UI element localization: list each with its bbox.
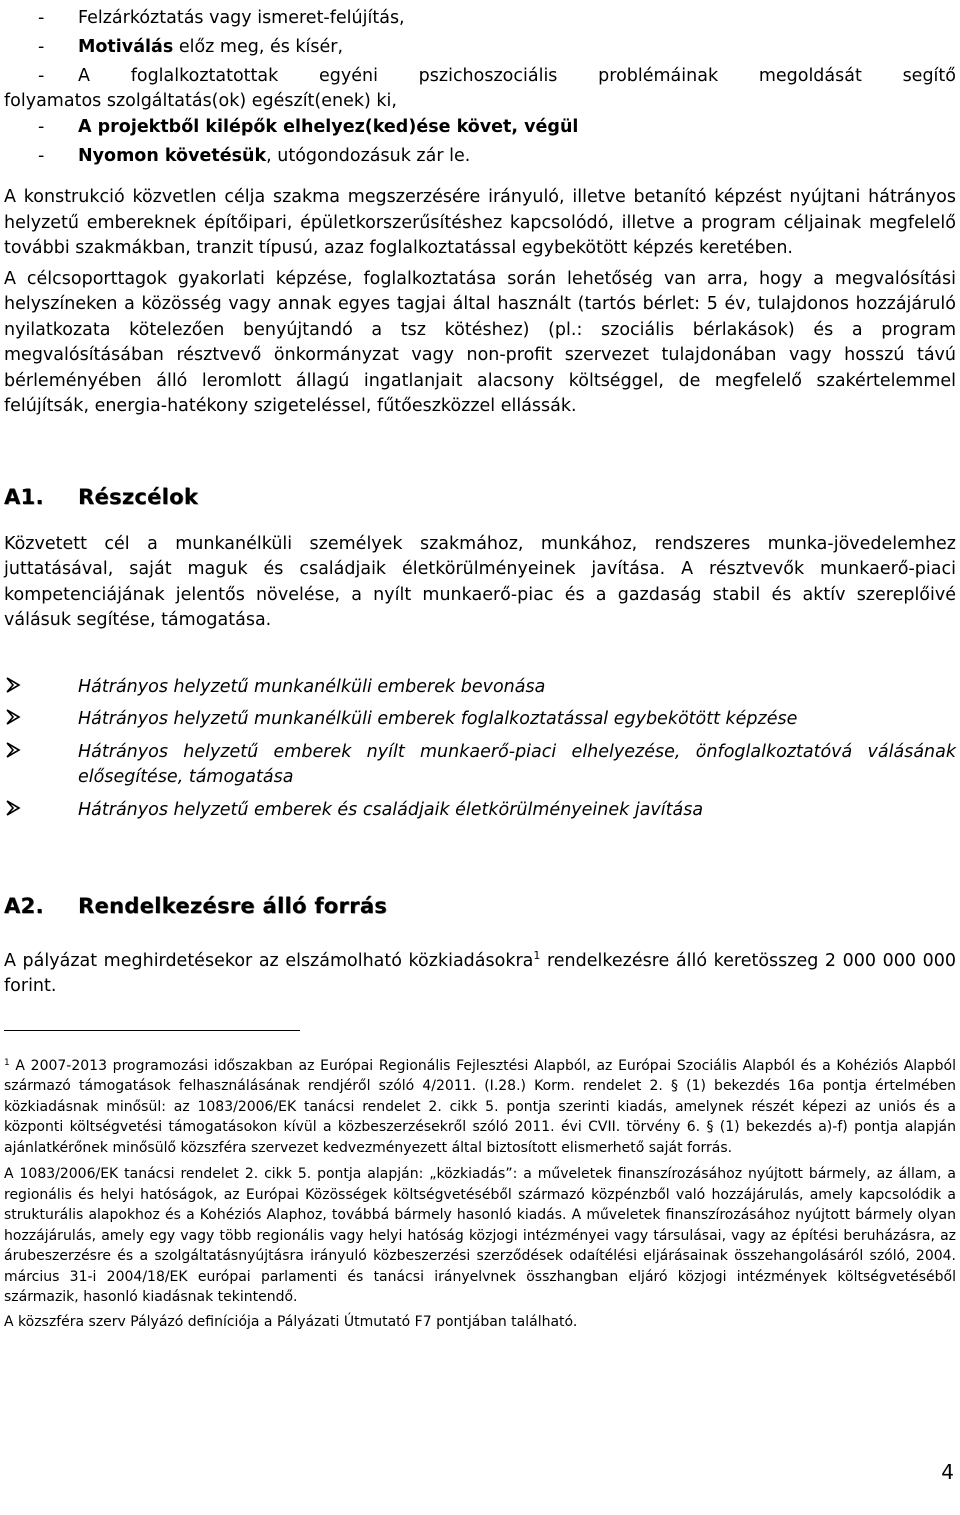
paragraph-objective: A konstrukció közvetlen célja szakma megszerzésére irányuló, illetve betanító képzést nyújtani hátrányos helyzetű embereknek építőipari, épületkorszerűsítéshez kapcsolódó, illetve a program céljainak megfelelő további szakmákban, tranzit típusú, azaz foglalkoztatással egybekötött képzés keretében.	[4, 187, 956, 258]
list-item: Hátrányos helyzetű emberek és családjaik életkörülményeinek javítása	[4, 798, 956, 824]
list-item: - Nyomon követésük, utógondozásuk zár le.	[38, 146, 471, 166]
document-page	[4, 0, 956, 1332]
section-heading-a1: A1. Részcélok	[4, 484, 199, 509]
paragraph-sub-objectives: Közvetett cél a munkanélküli személyek szakmához, munkához, rendszeres munka-jövedelemhez juttatásával, saját maguk és családjaik életkörülményeinek javítása. A résztvevők munkaerő-piaci kompetenciájának jelentős növelése, a nyílt munkaerő-piac és a gazdaság stabil és aktív szereplőivé válásuk segítése, támogatása.	[4, 533, 956, 630]
section-heading-a2: A2. Rendelkezésre álló forrás	[4, 894, 388, 918]
footnote-separator	[4, 1030, 300, 1031]
footnote-1-paragraph-2: A 1083/2006/EK tanácsi rendelet 2. cikk 5. pontja alapján: „közkiadás”: a műveletek finanszírozásához nyújtott bármely, az állam, a regionális és helyi hatóságok, az Európai Közösségek költségvetéséből származó közpénzből való hozzájárulás, amely kapcsolódik a strukturális alapokhoz és a Kohéziós Alaphoz, továbbá bármely hasonló kiadás. A műveletek finanszírozásához nyújtott bármely olyan hozzájárulás, amely egy vagy több regionális vagy helyi hatóság közjogi intézményei vagy társulásai, vagy az építési beruházásra, az árubeszerzésre és a szolgáltatásnyújtásra irányuló közbeszerzési szerződések odaítélési eljárásainak összehangolásáról szóló, 2004. március 31-i 2004/18/EK európai parlamenti és tanácsi irányelvnek összhangban eljáró közjogi intézmények költségvetéséből származik, hasonló kiadásnak tekintendő.	[4, 1166, 956, 1306]
arrow-bullet-icon	[4, 708, 24, 728]
footnote-1-paragraph: $^1$ A 2007-2013 programozási időszakban az Európai Regionális Fejlesztési Alapból, az Európai Szociális Alapból és a Kohéziós Alapból származó támogatások felhasználásának rendjéről szóló 4/2011. (I.28.) Korm. rendelet 2. § (1) bekezdés 16a pontja értelmében közkiadásnak minősül: az 1083/2006/EK tanácsi rendelet 2. cikk 5. pontja szerinti kiadás, amelynek részét képezi az uniós és a központi költségvetési támogatásokon kívül a közbeszerzésekről szóló 2011. évi CVII. törvény 6. § (1) bekezdés a)-f) pontja alapján ajánlatkérőnek minősülő közszféra szervezet kedvezményezett által biztosított elismerhető saját forrás.	[4, 1057, 956, 1156]
arrow-bullet-icon	[4, 676, 24, 696]
paragraph-available-funds: A pályázat meghirdetésekor az elszámolható közkiadásokra$^1$ rendelkezésre álló keretösszeg 2 000 000 000 forint.	[4, 949, 956, 997]
footnote-reference: 1	[533, 949, 541, 962]
arrow-bullet-icon	[4, 741, 24, 761]
list-item: - A foglalkoztatottak egyéni pszichoszociális problémáinak megoldását segítő	[38, 66, 956, 86]
page-number: 4	[941, 1460, 954, 1484]
list-item: Hátrányos helyzetű emberek nyílt munkaerő-piaci elhelyezése, önfoglalkoztatóvá válásának elősegítése, támogatása	[4, 740, 956, 791]
sub-objective-list	[4, 675, 956, 824]
arrow-bullet-icon	[4, 799, 24, 819]
list-item: - Motiválás előz meg, és kísér,	[38, 37, 344, 57]
list-item: - Felzárkóztatás vagy ismeret-felújítás,	[38, 8, 405, 28]
footnotes	[4, 1053, 956, 1333]
footnote-1-paragraph-3: A közszféra szerv Pályázó definíciója a Pályázati Útmutató F7 pontjában található.	[4, 1313, 578, 1330]
list-item-continuation: folyamatos szolgáltatás(ok) egészít(enek) ki,	[4, 91, 397, 111]
list-item: Hátrányos helyzetű munkanélküli emberek foglalkoztatással egybekötött képzése	[4, 707, 956, 733]
process-step-list	[4, 4, 956, 171]
paragraph-target-group: A célcsoporttagok gyakorlati képzése, foglalkoztatása során lehetőség van arra, hogy a megvalósítási helyszíneken a közösség vagy annak egyes tagjai által használt (tartós bérlet: 5 év, tulajdonos hozzájáruló nyilatkozata kötelezően benyújtandó a tsz kötéshez) (pl.: szociális bérlakások) és a program megvalósításában résztvevő önkormányzat vagy non-profit szervezet tulajdonában vagy hosszú távú bérleményében álló leromlott állagú ingatlanjait alacsony költséggel, de megfelelő szakértelemmel felújítsák, energia-hatékony szigeteléssel, fűtőeszközzel ellássák.	[4, 268, 956, 416]
list-item: - A projektből kilépők elhelyez(ked)ése követ, végül	[38, 117, 579, 137]
list-item: Hátrányos helyzetű munkanélküli emberek bevonása	[4, 675, 956, 701]
